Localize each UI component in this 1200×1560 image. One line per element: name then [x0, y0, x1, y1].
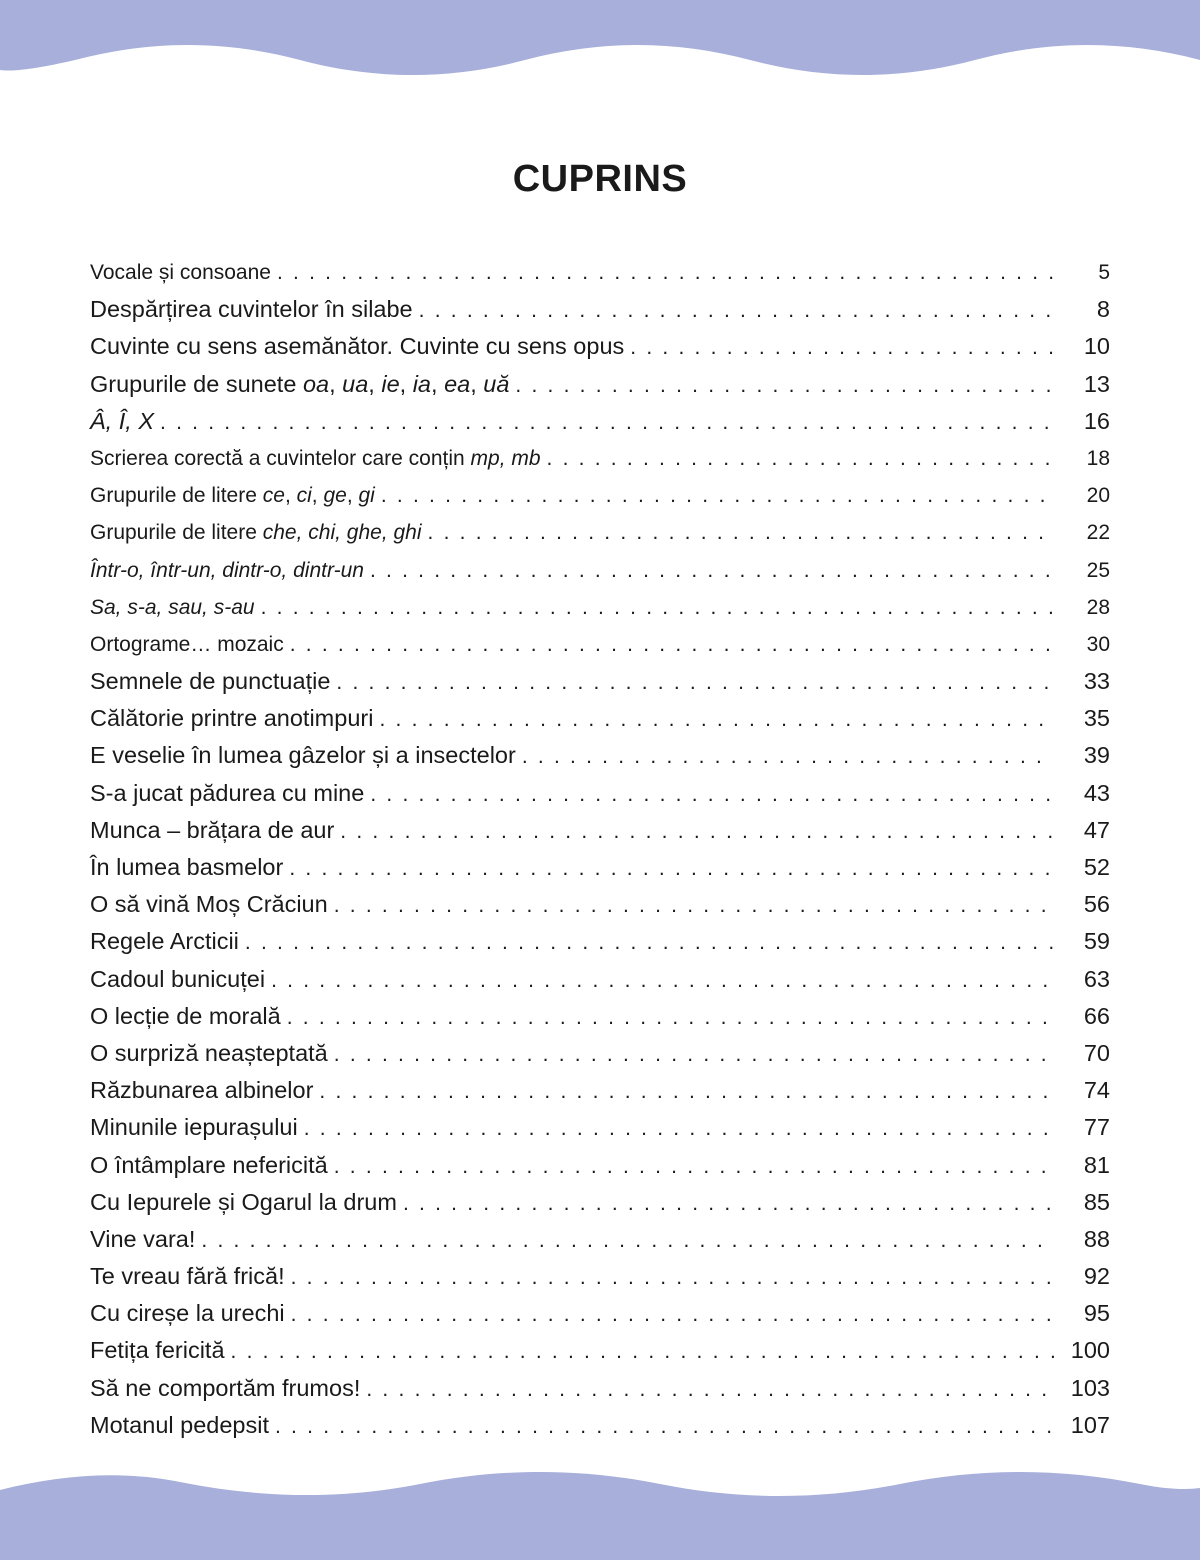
toc-page-number: 70 — [1083, 1039, 1110, 1066]
toc-title-segment: Minunile iepurașului — [90, 1114, 298, 1141]
toc-page-number: 25 — [1086, 558, 1110, 582]
toc-entry-title — [90, 663, 336, 700]
toc-entry[interactable] — [90, 849, 1110, 886]
toc-page-number: 77 — [1083, 1114, 1110, 1141]
toc-title-segment: Semnele de punctuație — [90, 668, 331, 695]
toc-entry[interactable] — [90, 775, 1110, 812]
toc-title-segment: che, chi, ghe, ghi — [262, 521, 422, 545]
toc-page-number: 66 — [1083, 1002, 1110, 1029]
toc-page-number: 88 — [1083, 1225, 1110, 1252]
toc-entry-title — [90, 1332, 231, 1369]
toc-entry-title — [90, 849, 289, 886]
toc-page-number: 35 — [1083, 705, 1110, 732]
toc-page-number: 39 — [1083, 742, 1110, 769]
toc-dot-leader — [340, 813, 1054, 850]
toc-dot-leader — [201, 1222, 1054, 1259]
toc-dot-leader — [277, 254, 1054, 291]
toc-entry-title — [90, 1072, 319, 1109]
toc-title-segment: Cu Iepurele și Ogarul la drum — [90, 1188, 397, 1215]
toc-dot-leader — [336, 664, 1054, 701]
toc-dot-leader — [370, 552, 1054, 589]
toc-entry[interactable] — [90, 1295, 1110, 1332]
toc-entry-title — [90, 700, 379, 737]
toc-page-number: 5 — [1098, 261, 1110, 284]
toc-title-segment: , — [431, 370, 445, 397]
toc-title-segment: Vocale și consoane — [90, 261, 271, 284]
toc-entry[interactable] — [90, 1147, 1110, 1184]
toc-title-segment: În lumea basmelor — [90, 854, 284, 880]
toc-dot-leader — [334, 887, 1054, 924]
toc-title-segment: Te vreau fără frică! — [90, 1263, 285, 1290]
toc-entry[interactable] — [90, 998, 1110, 1035]
toc-entry-title — [90, 552, 370, 589]
toc-entry-title — [90, 1184, 403, 1221]
toc-entry[interactable] — [90, 923, 1110, 960]
toc-title-segment: , — [346, 484, 359, 508]
toc-dot-leader — [291, 1296, 1054, 1333]
toc-entry[interactable] — [90, 589, 1110, 626]
toc-entry[interactable] — [90, 1370, 1110, 1407]
toc-entry[interactable] — [90, 1221, 1110, 1258]
toc-dot-leader — [304, 1110, 1054, 1147]
toc-page-number: 43 — [1083, 779, 1110, 806]
toc-title-segment: Motanul pedepsit — [90, 1411, 269, 1438]
toc-title-segment: Cadoul bunicuței — [90, 965, 266, 992]
toc-entry[interactable] — [90, 812, 1110, 849]
toc-title-segment: Ortograme… mozaic — [90, 632, 284, 656]
toc-entry[interactable] — [90, 1072, 1110, 1109]
toc-dot-leader — [289, 850, 1054, 887]
toc-entry-title — [90, 775, 370, 812]
toc-page-number: 74 — [1083, 1077, 1110, 1104]
toc-title-segment: ci — [296, 484, 312, 508]
toc-title-segment: oa — [302, 370, 330, 397]
toc-title-segment: Â, Î, X — [90, 407, 154, 434]
toc-dot-leader — [630, 329, 1054, 366]
toc-title-segment: Munca – brățara de aur — [90, 816, 335, 843]
toc-entry[interactable] — [90, 403, 1110, 440]
toc-dot-leader — [366, 1371, 1054, 1408]
toc-entry-title — [90, 1295, 291, 1332]
toc-entry-title — [90, 886, 334, 923]
toc-entry-title — [90, 254, 277, 291]
toc-entry[interactable] — [90, 1035, 1110, 1072]
toc-entry-title — [90, 440, 547, 477]
toc-dot-leader — [290, 626, 1054, 663]
toc-title-segment: Cuvinte cu sens asemănător. Cuvinte cu sens opus — [90, 333, 625, 360]
toc-entry-title — [90, 1258, 291, 1295]
toc-dot-leader — [515, 367, 1054, 404]
toc-entry[interactable] — [90, 291, 1110, 328]
toc-dot-leader — [245, 924, 1054, 961]
toc-page-number: 81 — [1083, 1151, 1110, 1178]
toc-page-number: 30 — [1086, 632, 1110, 656]
toc-entry-title — [90, 1147, 334, 1184]
toc-title-segment: Scrierea corectă a cuvintelor care conțin — [90, 446, 471, 470]
toc-title-segment: , — [284, 484, 297, 508]
toc-title-segment: O surpriză neașteptată — [90, 1039, 328, 1066]
toc-title-segment: , — [470, 370, 484, 397]
toc-page-number: 13 — [1083, 370, 1110, 397]
toc-title-segment: Grupurile de litere — [90, 521, 263, 545]
toc-title-segment: Regele Arcticii — [90, 928, 239, 955]
toc-dot-leader — [275, 1408, 1054, 1445]
toc-page-number: 63 — [1083, 965, 1110, 992]
table-of-contents — [90, 254, 1110, 1444]
toc-entry[interactable] — [90, 254, 1110, 291]
toc-entry[interactable] — [90, 700, 1110, 737]
toc-title-segment: ie — [381, 370, 400, 397]
toc-title-segment: Într-o, într-un, dintr-o, dintr-un — [90, 558, 364, 582]
toc-title-segment: Sa, s-a, sau, s-au — [90, 595, 255, 619]
toc-dot-leader — [381, 477, 1054, 514]
page-title: CUPRINS — [512, 158, 688, 200]
toc-entry[interactable] — [90, 1109, 1110, 1146]
toc-entry-title — [90, 1109, 304, 1146]
toc-title-segment: Călătorie printre anotimpuri — [90, 705, 374, 732]
toc-dot-leader — [428, 514, 1054, 551]
toc-dot-leader — [291, 1259, 1054, 1296]
toc-title-segment: mp, mb — [470, 446, 541, 470]
toc-entry-title — [90, 626, 290, 663]
toc-entry[interactable] — [90, 477, 1110, 514]
toc-title-segment: O întâmplare nefericită — [90, 1151, 328, 1178]
toc-title-segment: O să vină Moș Crăciun — [90, 891, 328, 918]
toc-title-segment: E veselie în lumea gâzelor și a insectelor — [90, 742, 516, 769]
toc-dot-leader — [261, 589, 1054, 626]
toc-title-segment: O lecție de morală — [90, 1002, 281, 1029]
toc-title-segment: ia — [412, 370, 431, 397]
toc-entry[interactable] — [90, 328, 1110, 365]
toc-dot-leader — [379, 701, 1054, 738]
bottom-wave-shape — [0, 1472, 1200, 1560]
toc-dot-leader — [334, 1036, 1054, 1073]
toc-page-number: 28 — [1086, 595, 1110, 619]
toc-entry-title — [90, 961, 271, 998]
toc-dot-leader — [271, 962, 1054, 999]
toc-title-segment: Grupurile de sunete — [90, 370, 303, 397]
toc-entry-title — [90, 1035, 334, 1072]
toc-title-segment: ea — [444, 370, 471, 397]
toc-entry-title — [90, 998, 287, 1035]
toc-title-segment: uă — [483, 370, 510, 397]
toc-entry-title — [90, 514, 428, 551]
toc-title-segment: Grupurile de litere — [90, 484, 263, 508]
toc-entry[interactable] — [90, 1184, 1110, 1221]
toc-page-number: 103 — [1070, 1374, 1110, 1401]
toc-entry-title — [90, 403, 160, 440]
toc-page-number: 100 — [1070, 1337, 1110, 1364]
toc-dot-leader — [522, 738, 1054, 775]
toc-title-segment: ce — [262, 484, 285, 508]
toc-entry-title — [90, 1407, 275, 1444]
toc-title-segment: , — [399, 370, 413, 397]
toc-page-number: 85 — [1083, 1188, 1110, 1215]
toc-page-number: 92 — [1083, 1263, 1110, 1290]
toc-dot-leader — [547, 440, 1054, 477]
toc-title-segment: Să ne comportăm frumos! — [90, 1374, 361, 1401]
toc-entry[interactable] — [90, 440, 1110, 477]
toc-dot-leader — [419, 292, 1054, 329]
toc-title-segment: Răzbunarea albinelor — [90, 1077, 314, 1104]
toc-entry[interactable] — [90, 886, 1110, 923]
toc-entry[interactable] — [90, 663, 1110, 700]
toc-title-segment: Cu cireșe la urechi — [90, 1300, 285, 1327]
toc-title-segment: Despărțirea cuvintelor în silabe — [90, 296, 413, 323]
toc-entry-title — [90, 923, 245, 960]
toc-title-segment: , — [368, 370, 382, 397]
toc-title-segment: ua — [342, 370, 369, 397]
toc-entry[interactable] — [90, 1258, 1110, 1295]
toc-title-segment: , — [329, 370, 343, 397]
toc-dot-leader — [287, 999, 1054, 1036]
toc-page-number: 18 — [1086, 446, 1110, 470]
toc-dot-leader — [334, 1148, 1054, 1185]
toc-entry[interactable] — [90, 1332, 1110, 1369]
toc-entry[interactable] — [90, 552, 1110, 589]
toc-dot-leader — [319, 1073, 1054, 1110]
toc-page-number: 59 — [1083, 928, 1110, 955]
top-wave-band — [0, 0, 1200, 75]
toc-page-number: 95 — [1083, 1300, 1110, 1327]
toc-entry-title — [90, 291, 419, 328]
toc-entry[interactable] — [90, 514, 1110, 551]
toc-dot-leader — [160, 404, 1054, 441]
toc-dot-leader — [370, 776, 1054, 813]
toc-title-segment: gi — [358, 484, 375, 508]
toc-page-number: 8 — [1096, 296, 1110, 323]
toc-page-number: 22 — [1086, 521, 1110, 545]
toc-entry[interactable] — [90, 737, 1110, 774]
toc-entry-title — [90, 737, 522, 774]
toc-page-number: 52 — [1083, 854, 1110, 880]
toc-entry-title — [90, 477, 381, 514]
toc-entry-title — [90, 1221, 201, 1258]
toc-title-segment: , — [311, 484, 324, 508]
toc-entry-title — [90, 812, 340, 849]
top-wave-shape — [0, 0, 1200, 75]
toc-entry[interactable] — [90, 626, 1110, 663]
toc-entry[interactable] — [90, 961, 1110, 998]
toc-page-number: 16 — [1083, 407, 1110, 434]
bottom-wave-band — [0, 1460, 1200, 1560]
toc-dot-leader — [231, 1333, 1054, 1370]
toc-page-number: 107 — [1070, 1411, 1110, 1438]
toc-entry[interactable] — [90, 366, 1110, 403]
toc-page-number: 10 — [1083, 333, 1110, 360]
toc-title-segment: Fetița fericită — [90, 1337, 225, 1364]
toc-title-segment: Vine vara! — [90, 1225, 196, 1252]
toc-entry-title — [90, 589, 261, 626]
toc-title-segment: S-a jucat pădurea cu mine — [90, 779, 365, 806]
toc-page-number: 20 — [1086, 484, 1110, 508]
toc-entry-title — [90, 1370, 366, 1407]
toc-page-number: 56 — [1083, 891, 1110, 918]
toc-entry-title — [90, 328, 630, 365]
toc-dot-leader — [403, 1185, 1054, 1222]
toc-title-segment: ge — [323, 484, 347, 508]
toc-page-number: 33 — [1083, 668, 1110, 695]
toc-entry-title — [90, 366, 515, 403]
toc-page-number: 47 — [1083, 816, 1110, 843]
toc-entry[interactable] — [90, 1407, 1110, 1444]
